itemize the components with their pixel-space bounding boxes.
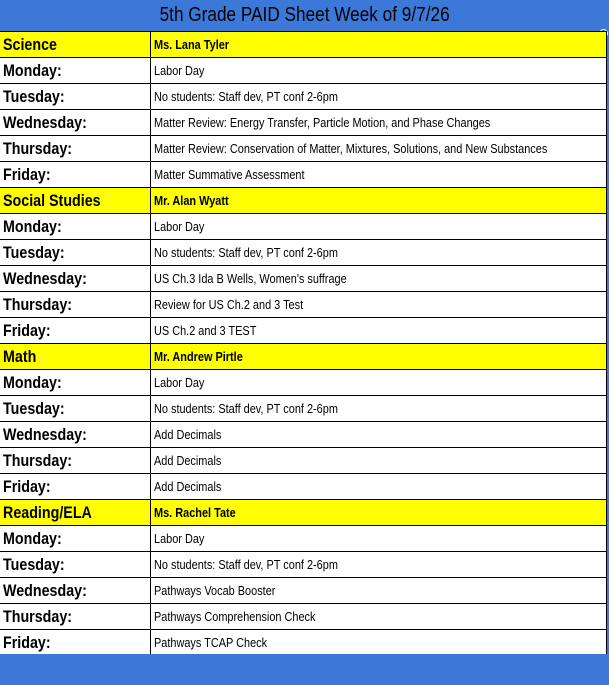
day-cell[interactable]: Wednesday:	[0, 578, 151, 603]
table-row[interactable]	[0, 630, 607, 656]
table-row[interactable]	[0, 266, 607, 292]
note-cell[interactable]: No students: Staff dev, PT conf 2-6pm	[151, 396, 607, 421]
table-row[interactable]	[0, 526, 607, 552]
subject-cell[interactable]: Science	[0, 32, 151, 57]
note-cell[interactable]: Pathways Vocab Booster	[151, 578, 607, 603]
day-cell[interactable]: Monday:	[0, 526, 151, 551]
table-row[interactable]	[0, 604, 607, 630]
day-cell[interactable]: Thursday:	[0, 448, 151, 473]
note-cell[interactable]: Matter Review: Conservation of Matter, Mixtures, Solutions, and New Substances	[151, 136, 607, 161]
teacher-cell[interactable]: Mr. Andrew Pirtle	[151, 344, 607, 369]
section-header-reading-ela[interactable]	[0, 500, 607, 526]
table-row[interactable]	[0, 396, 607, 422]
table-row[interactable]	[0, 422, 607, 448]
note-cell[interactable]: Add Decimals	[151, 422, 607, 447]
table-row[interactable]	[0, 58, 607, 84]
table-row[interactable]	[0, 474, 607, 500]
day-cell[interactable]: Tuesday:	[0, 552, 151, 577]
day-cell[interactable]: Friday:	[0, 474, 151, 499]
schedule-sheet	[0, 31, 607, 656]
table-row[interactable]	[0, 136, 607, 162]
teacher-cell[interactable]: Ms. Lana Tyler	[151, 32, 607, 57]
table-row[interactable]	[0, 240, 607, 266]
note-cell[interactable]: US Ch.3 Ida B Wells, Women's suffrage	[151, 266, 607, 291]
footer-bar	[0, 654, 609, 685]
note-cell[interactable]: Add Decimals	[151, 448, 607, 473]
day-cell[interactable]: Monday:	[0, 214, 151, 239]
section-header-science[interactable]	[0, 32, 607, 58]
note-cell[interactable]: Matter Review: Energy Transfer, Particle Motion, and Phase Changes	[151, 110, 607, 135]
note-cell[interactable]: US Ch.2 and 3 TEST	[151, 318, 607, 343]
table-row[interactable]	[0, 84, 607, 110]
sheet-title: 5th Grade PAID Sheet Week of 9/7/26	[159, 3, 450, 26]
day-cell[interactable]: Wednesday:	[0, 266, 151, 291]
day-cell[interactable]: Tuesday:	[0, 84, 151, 109]
table-row[interactable]	[0, 552, 607, 578]
note-cell[interactable]: Pathways Comprehension Check	[151, 604, 607, 629]
note-cell[interactable]: Add Decimals	[151, 474, 607, 499]
day-cell[interactable]: Wednesday:	[0, 422, 151, 447]
table-row[interactable]	[0, 292, 607, 318]
section-header-math[interactable]	[0, 344, 607, 370]
table-row[interactable]	[0, 214, 607, 240]
day-cell[interactable]: Thursday:	[0, 136, 151, 161]
day-cell[interactable]: Monday:	[0, 370, 151, 395]
day-cell[interactable]: Tuesday:	[0, 240, 151, 265]
subject-cell[interactable]: Reading/ELA	[0, 500, 151, 525]
day-cell[interactable]: Monday:	[0, 58, 151, 83]
teacher-cell[interactable]: Mr. Alan Wyatt	[151, 188, 607, 213]
note-cell[interactable]: No students: Staff dev, PT conf 2-6pm	[151, 240, 607, 265]
note-cell[interactable]: Pathways TCAP Check	[151, 630, 607, 655]
note-cell[interactable]: Review for US Ch.2 and 3 Test	[151, 292, 607, 317]
note-cell[interactable]: Labor Day	[151, 526, 607, 551]
table-row[interactable]	[0, 370, 607, 396]
day-cell[interactable]: Wednesday:	[0, 110, 151, 135]
note-cell[interactable]: No students: Staff dev, PT conf 2-6pm	[151, 84, 607, 109]
note-cell[interactable]: Labor Day	[151, 370, 607, 395]
day-cell[interactable]: Friday:	[0, 162, 151, 187]
note-cell[interactable]: Labor Day	[151, 214, 607, 239]
note-cell[interactable]: No students: Staff dev, PT conf 2-6pm	[151, 552, 607, 577]
table-row[interactable]	[0, 448, 607, 474]
day-cell[interactable]: Friday:	[0, 318, 151, 343]
table-row[interactable]	[0, 318, 607, 344]
day-cell[interactable]: Thursday:	[0, 292, 151, 317]
teacher-cell[interactable]: Ms. Rachel Tate	[151, 500, 607, 525]
subject-cell[interactable]: Math	[0, 344, 151, 369]
section-header-social-studies[interactable]	[0, 188, 607, 214]
subject-cell[interactable]: Social Studies	[0, 188, 151, 213]
table-row[interactable]	[0, 110, 607, 136]
table-row[interactable]	[0, 162, 607, 188]
day-cell[interactable]: Friday:	[0, 630, 151, 655]
note-cell[interactable]: Matter Summative Assessment	[151, 162, 607, 187]
note-cell[interactable]: Labor Day	[151, 58, 607, 83]
day-cell[interactable]: Tuesday:	[0, 396, 151, 421]
table-row[interactable]	[0, 578, 607, 604]
day-cell[interactable]: Thursday:	[0, 604, 151, 629]
title-bar	[0, 0, 609, 30]
